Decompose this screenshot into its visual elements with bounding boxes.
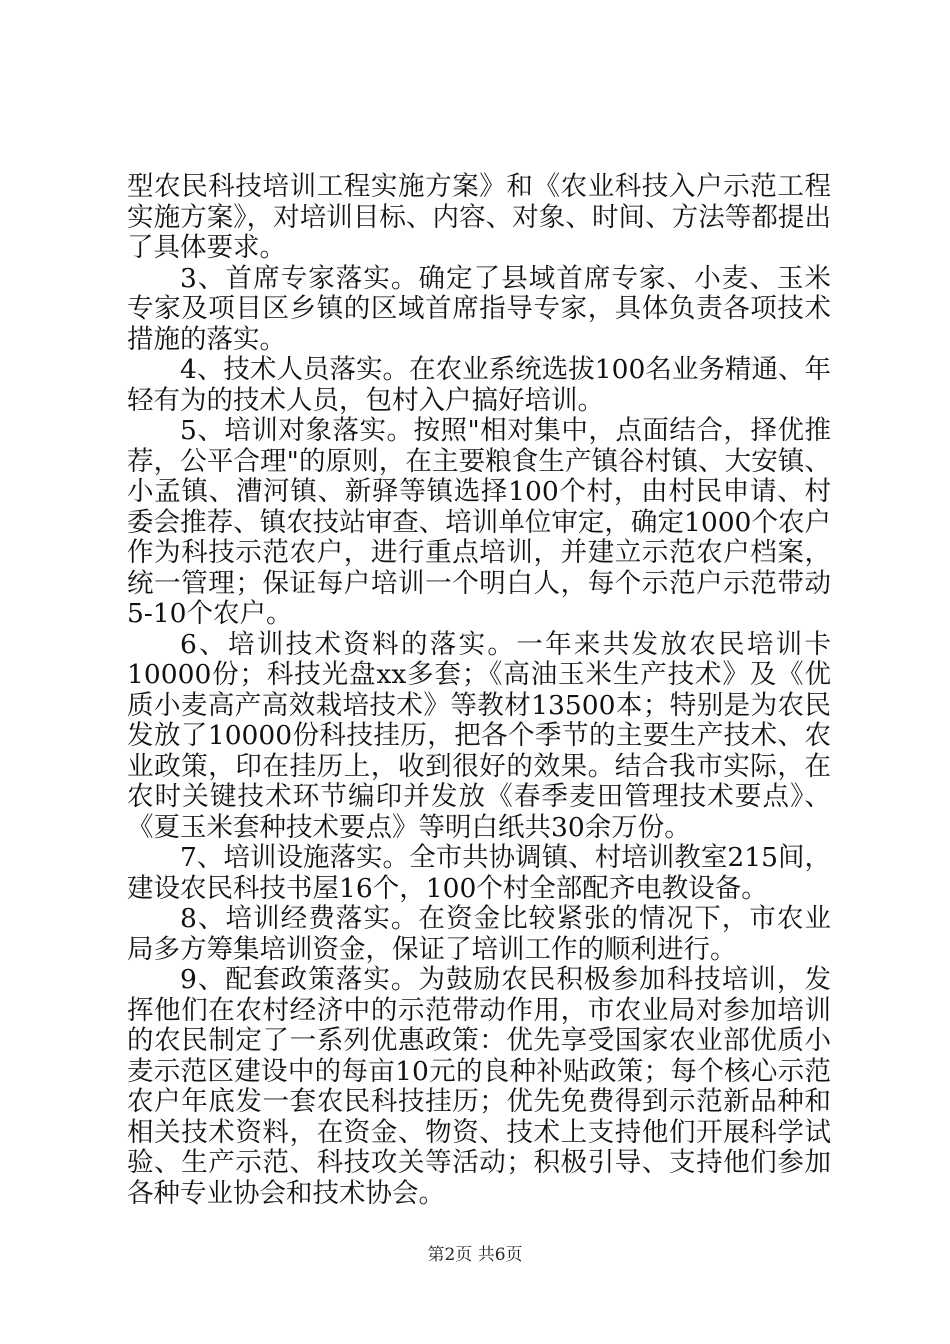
page-number-footer: 第2页 共6页 [427, 1245, 523, 1265]
paragraph-item-6: 6、培训技术资料的落实。一年来共发放农民培训卡10000份；科技光盘xx多套；《高油玉米生产技术》及《优质小麦高产高效栽培技术》等教材13500本；特别是为农民发放了10000份科技挂历，把各个季节的主要生产技术、农业政策，印在挂历上，收到很好的效果。结合我市实际，在农时关键技术环节编印并发放《春季麦田管理技术要点》、《夏玉米套种技术要点》等明白纸共30余万份。 [127, 628, 831, 843]
paragraph-item-4: 4、技术人员落实。在农业系统选拔100名业务精通、年轻有为的技术人员，包村入户搞好培训。 [127, 354, 831, 416]
paragraph-item-8: 8、培训经费落实。在资金比较紧张的情况下，市农业局多方筹集培训资金，保证了培训工作的顺利进行。 [127, 903, 831, 965]
paragraph-item-5: 5、培训对象落实。按照"相对集中，点面结合，择优推荐，公平合理"的原则，在主要粮食生产镇谷村镇、大安镇、小孟镇、漕河镇、新驿等镇选择100个村，由村民申请、村委会推荐、镇农技站审查、培训单位审定，确定1000个农户作为科技示范农户，进行重点培训，并建立示范农户档案，统一管理；保证每户培训一个明白人，每个示范户示范带动5-10个农户。 [127, 415, 831, 629]
document-body [127, 172, 831, 1209]
paragraph-item-7: 7、培训设施落实。全市共协调镇、村培训教室215间，建设农民科技书屋16个，100个村全部配齐电教设备。 [127, 842, 831, 904]
paragraph-item-9: 9、配套政策落实。为鼓励农民积极参加科技培训，发挥他们在农村经济中的示范带动作用，市农业局对参加培训的农民制定了一系列优惠政策：优先享受国家农业部优质小麦示范区建设中的每亩10元的良种补贴政策；每个核心示范农户年底发一套农民科技挂历；优先免费得到示范新品种和相关技术资料，在资金、物资、技术上支持他们开展科学试验、生产示范、科技攻关等活动；积极引导、支持他们参加各种专业协会和技术协会。 [127, 964, 831, 1209]
paragraph-item-3: 3、首席专家落实。确定了县域首席专家、小麦、玉米专家及项目区乡镇的区域首席指导专家，具体负责各项技术措施的落实。 [127, 262, 831, 355]
paragraph-continuation: 型农民科技培训工程实施方案》和《农业科技入户示范工程实施方案》，对培训目标、内容、对象、时间、方法等都提出了具体要求。 [127, 171, 831, 263]
